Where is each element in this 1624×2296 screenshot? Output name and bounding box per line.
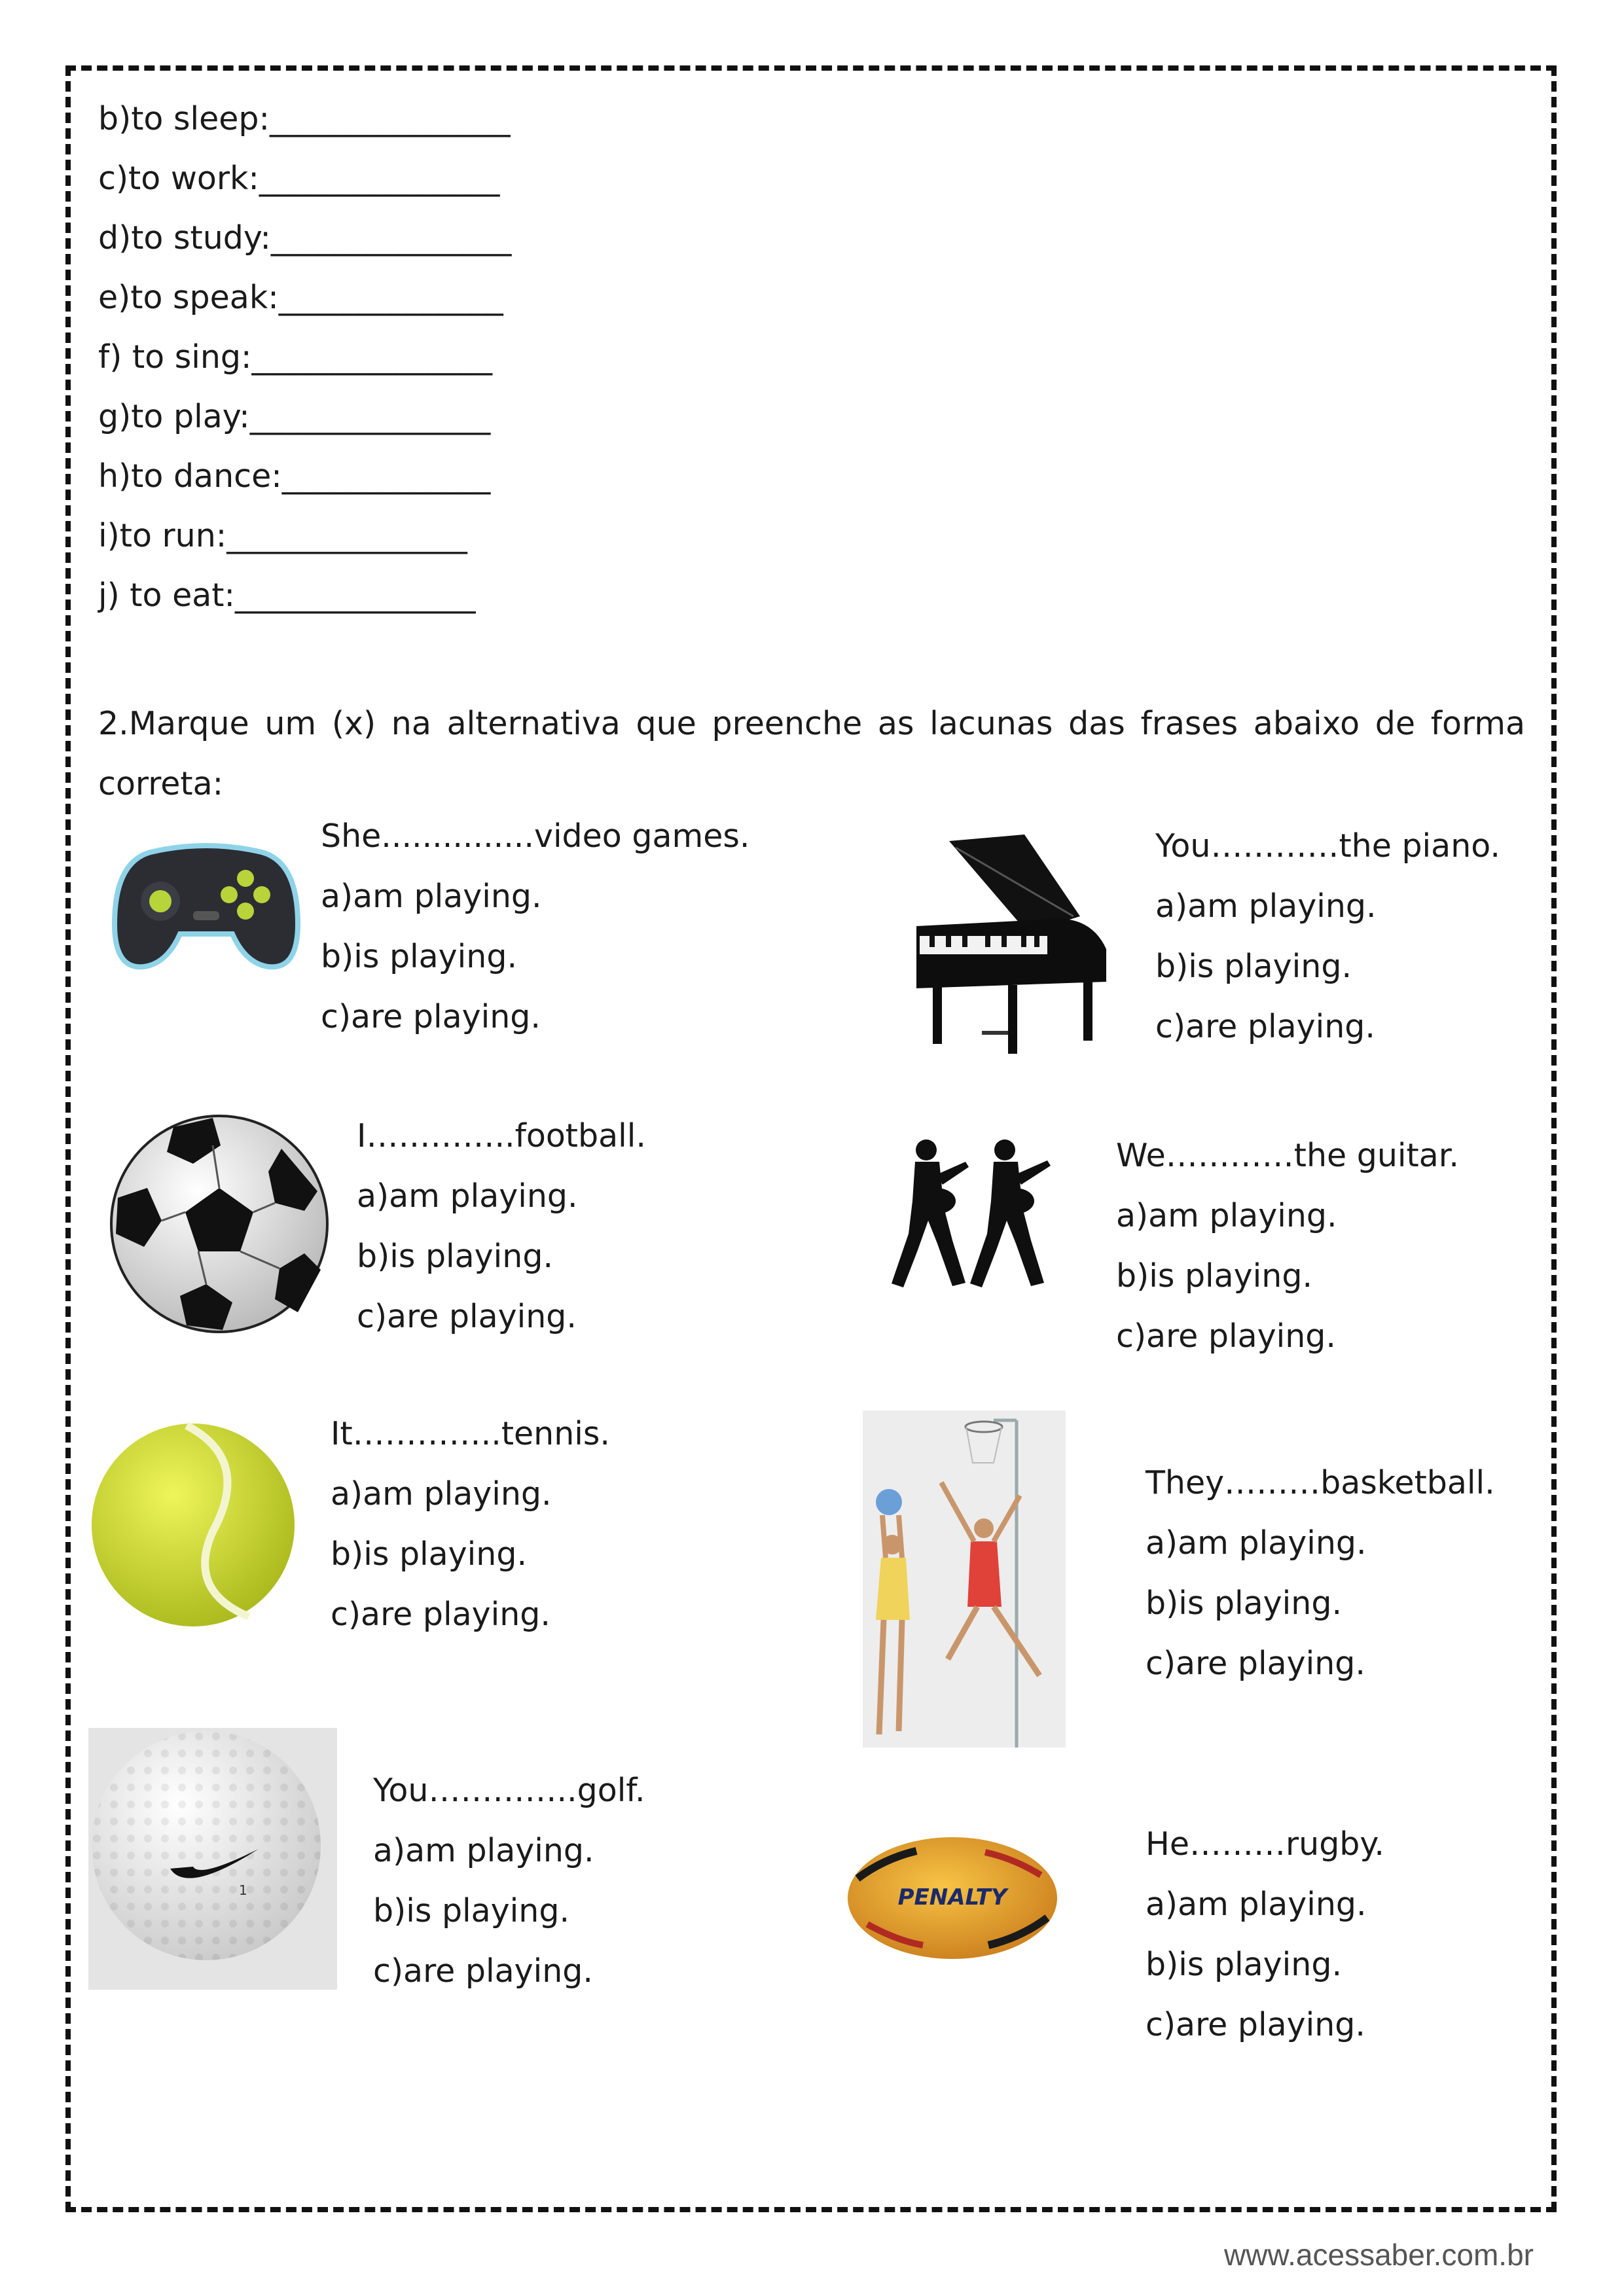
golf-ball-icon — [88, 1728, 337, 1992]
option-b[interactable]: b)is playing. — [1116, 1257, 1313, 1295]
exercise-sentence: It…………..tennis. — [331, 1415, 611, 1452]
option-a[interactable]: a)am playing. — [1146, 1524, 1367, 1562]
option-a[interactable]: a)am playing. — [1146, 1886, 1367, 1923]
exercise-rugby — [1146, 1814, 1384, 2055]
gamepad-icon — [111, 826, 301, 979]
exercise-piano — [1155, 816, 1500, 1057]
option-a[interactable]: a)am playing. — [357, 1177, 578, 1215]
option-c[interactable]: c)are playing. — [331, 1596, 550, 1633]
option-b[interactable]: b)is playing. — [373, 1892, 570, 1929]
verb-item: e)to speak:______________ — [98, 279, 503, 316]
option-c[interactable]: c)are playing. — [1155, 1008, 1375, 1045]
exercise-golf — [373, 1761, 645, 2001]
option-a[interactable]: a)am playing. — [373, 1832, 594, 1869]
rugby-ball-icon — [844, 1833, 1060, 1966]
answer-blank[interactable]: _______________ — [270, 100, 511, 137]
option-a[interactable]: a)am playing. — [1155, 888, 1377, 925]
exercise-sentence: She...............video games. — [321, 817, 750, 855]
option-c[interactable]: c)are playing. — [1146, 2006, 1365, 2043]
exercise-sentence: We…………the guitar. — [1116, 1137, 1459, 1174]
exercise-guitar — [1116, 1126, 1459, 1367]
exercise-football — [357, 1106, 646, 1347]
option-a[interactable]: a)am playing. — [321, 878, 542, 915]
option-b[interactable]: b)is playing. — [1146, 1585, 1343, 1622]
verb-item: b)to sleep:_______________ — [98, 100, 511, 137]
option-b[interactable]: b)is playing. — [1146, 1946, 1343, 1983]
option-a[interactable]: a)am playing. — [1116, 1197, 1337, 1234]
option-b[interactable]: b)is playing. — [321, 938, 518, 975]
answer-blank[interactable]: _______________ — [226, 517, 467, 554]
option-c[interactable]: c)are playing. — [357, 1298, 577, 1335]
option-a[interactable]: a)am playing. — [331, 1475, 552, 1513]
exercise-tennis — [331, 1404, 610, 1645]
rugby-ball-brand: PENALTY — [897, 1884, 1007, 1910]
tennis-ball-icon — [88, 1420, 298, 1632]
option-b[interactable]: b)is playing. — [357, 1238, 554, 1275]
exercise-sentence: You…………..golf. — [373, 1772, 645, 1809]
option-c[interactable]: c)are playing. — [1116, 1318, 1336, 1355]
question-2-instruction: 2.Marque um (x) na alternativa que preenche as lacunas das frases abaixo de forma correta: — [98, 705, 1525, 802]
svg-text:1: 1 — [239, 1882, 247, 1898]
verb-item: j) to eat:_______________ — [98, 577, 476, 614]
exercise-sentence: He………rugby. — [1146, 1825, 1384, 1863]
exercise-basketball — [1146, 1453, 1495, 1694]
option-c[interactable]: c)are playing. — [373, 1952, 593, 1990]
answer-blank[interactable]: _______________ — [270, 219, 512, 257]
exercise-sentence: You…………the piano. — [1155, 827, 1500, 865]
verb-item: g)to play:_______________ — [98, 398, 491, 435]
verb-item: i)to run:_______________ — [98, 517, 467, 554]
answer-blank[interactable]: _______________ — [234, 577, 476, 614]
netball-players-icon — [863, 1410, 1066, 1750]
exercise-sentence: They………basketball. — [1146, 1464, 1495, 1501]
option-b[interactable]: b)is playing. — [331, 1535, 528, 1573]
answer-blank[interactable]: _____________ — [281, 457, 491, 495]
option-c[interactable]: c)are playing. — [1146, 1645, 1365, 1682]
verb-item: h)to dance:_____________ — [98, 457, 491, 495]
answer-blank[interactable]: _______________ — [259, 160, 500, 197]
guitarists-icon — [890, 1136, 1054, 1295]
answer-blank[interactable]: ______________ — [278, 279, 503, 316]
soccer-ball-icon — [108, 1113, 331, 1338]
answer-blank[interactable]: _______________ — [251, 338, 493, 376]
footer-website[interactable]: www.acessaber.com.br — [1224, 2238, 1534, 2272]
exercise-sentence: I…………..football. — [357, 1117, 646, 1155]
verb-item: f) to sing:_______________ — [98, 338, 493, 376]
verb-item: d)to study:_______________ — [98, 219, 512, 257]
option-c[interactable]: c)are playing. — [321, 998, 541, 1035]
exercise-video-games — [321, 806, 749, 1047]
piano-icon — [910, 834, 1106, 1056]
option-b[interactable]: b)is playing. — [1155, 948, 1352, 985]
verb-item: c)to work:_______________ — [98, 160, 500, 197]
answer-blank[interactable]: _______________ — [249, 398, 491, 435]
